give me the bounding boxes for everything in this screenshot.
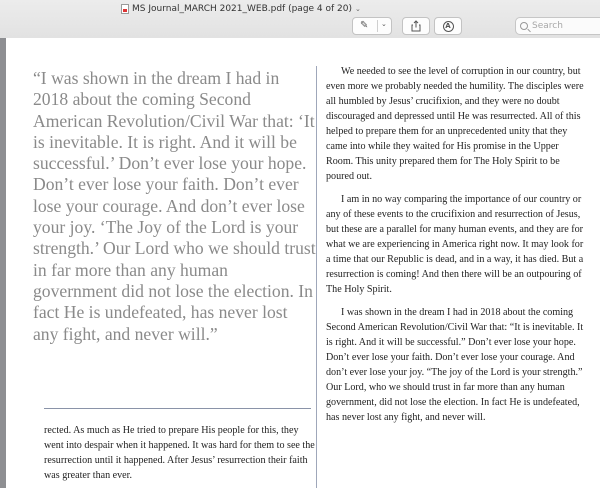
window-title[interactable] [121, 3, 361, 15]
share-button[interactable] [402, 17, 430, 35]
search-field[interactable] [515, 17, 600, 35]
search-input[interactable] [532, 21, 592, 31]
window-titlebar [0, 0, 600, 39]
chevron-down-icon[interactable]: ⌄ [381, 20, 387, 28]
pdf-file-icon [121, 4, 129, 14]
window-title-text: MS Journal_MARCH 2021_WEB.pdf (page 4 of 20) [132, 4, 353, 14]
pdf-page[interactable] [0, 38, 600, 488]
annotate-button[interactable] [434, 17, 462, 35]
chevron-down-icon[interactable]: ⌄ [355, 5, 361, 13]
markup-divider [377, 20, 378, 32]
body-paragraph: I am in no way comparing the importance of our country or any of these events to the crucifixion and resurrection of Jesus, but these are a parallel for many human events, and they are for what we are experiencing in America right now. It may look for a time that our Republic is dead, and in a way, it has died. But a resurrection is coming! And then there will be an outpouring of The Holy Spirit. [326, 194, 584, 295]
markup-button[interactable] [352, 17, 392, 35]
body-paragraph: I was shown in the dream I had in 2018 about the coming Second American Revolution/Civil War that: “It is inevitable. It is right. And it will be successful.” Don’t ever lose your hope. Don’t ever lose your faith. Don’t ever lose your courage. And don’t ever lose your joy. “The joy of the Lord is your strength.” Our Lord, who we should trust in far more than any human government, did not lose the election. In fact He is undefeated, has never lost any fight, and never will. [326, 307, 584, 423]
pen-icon: ✎ [360, 20, 369, 31]
share-icon [411, 20, 421, 32]
page-left-edge [0, 38, 6, 488]
body-paragraph: We needed to see the level of corruption in our country, but even more we probably needed the humility. The disciples were all humbled by Jesus’ crucifixion, and they were no doubt discouraged and depressed until He was resurrected. All of this helped to prepare them for an unprecedented unity that they came into while they waited for His promise in the Upper Room. This unity prepared them for The Holy Spirit to be poured out. [326, 66, 584, 182]
search-icon [520, 22, 528, 30]
pull-quote: “I was shown in the dream I had in 2018 about the coming Second American Revolution/Civil War that: ‘It is inevitable. It is right. And it will be successful.’ Don’t ever lose your hope. Don’t ever lose your faith. Don’t ever lose your courage. And don’t ever lose your joy. ‘The Joy of the Lord is your strength.’ Our Lord who we should trust in far more than any human government did not lose the election. In fact He is undefeated, has never lost any fight, and never will.” [33, 68, 316, 344]
right-column [326, 64, 588, 433]
left-column-text: rected. As much as He tried to prepare His people for this, they went into despair when it happened. It was hard for them to see the resurrection until it happened. After Jesus’ resurrection their faith was greater than ever. [44, 425, 315, 481]
column-divider [316, 66, 317, 488]
annotate-icon: A [443, 21, 454, 32]
pull-quote-rule [44, 408, 311, 409]
